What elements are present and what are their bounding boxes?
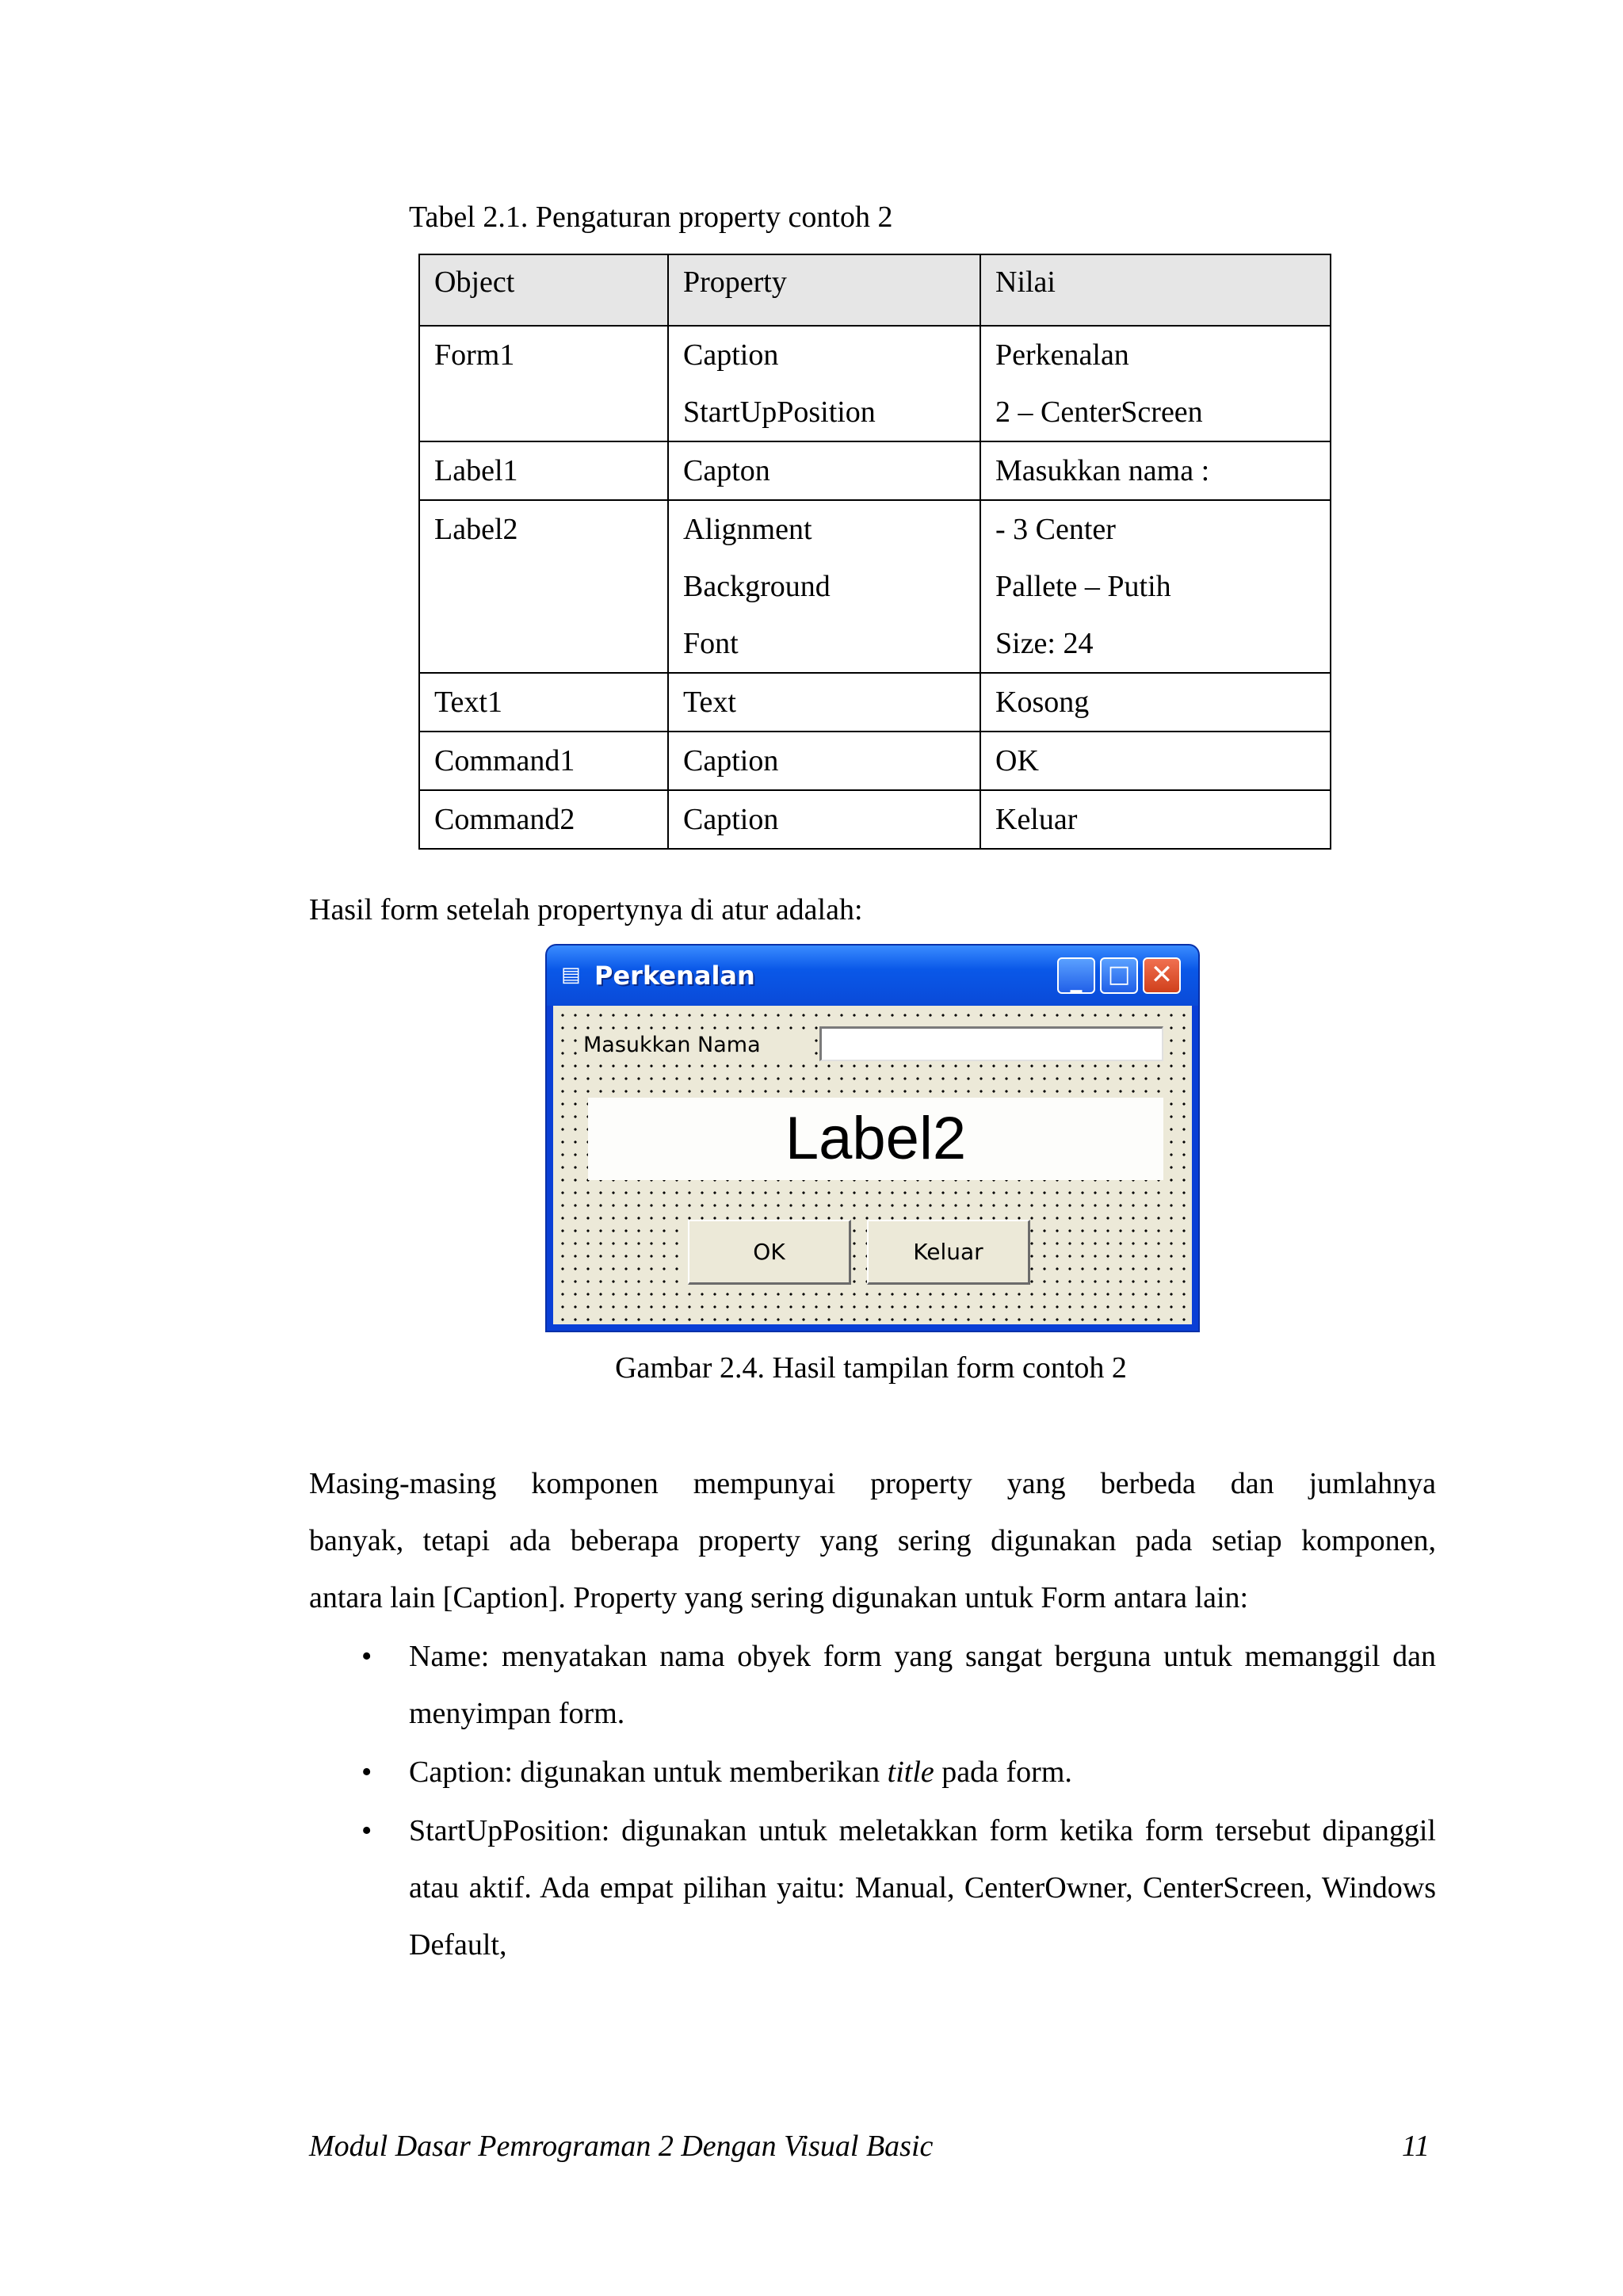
label2: Label2 — [588, 1098, 1163, 1180]
paragraph-line: antara lain [Caption]. Property yang sering digunakan untuk Form antara lain: — [309, 1581, 1249, 1614]
cell-value: Kosong — [980, 673, 1331, 732]
minimize-button[interactable]: _ — [1057, 957, 1095, 994]
property-bullet-list — [309, 1628, 1436, 1975]
property-item: Font — [683, 627, 739, 660]
cell-object: Form1 — [419, 326, 668, 441]
cell-object: Command1 — [419, 732, 668, 790]
table-row — [419, 732, 1331, 790]
cell-object: Label2 — [419, 500, 668, 673]
cell-object: Command2 — [419, 790, 668, 849]
value-item: - 3 Center — [995, 513, 1116, 546]
bullet-text-end: pada form. — [934, 1755, 1072, 1789]
cell-property: Caption — [668, 732, 980, 790]
ok-button[interactable]: OK — [688, 1220, 851, 1285]
bullet-text: Name: menyatakan nama obyek form yang sangat berguna untuk memanggil dan menyimpan form. — [409, 1640, 1436, 1730]
value-item: Perkenalan — [995, 338, 1129, 372]
form-app-icon: ▤ — [561, 963, 581, 986]
table-caption: Tabel 2.1. Pengaturan property contoh 2 — [409, 201, 893, 234]
table-row — [419, 500, 1331, 673]
header-nilai: Nilai — [980, 254, 1331, 326]
bullet-italic-term: title — [887, 1755, 934, 1789]
header-property: Property — [668, 254, 980, 326]
footer-title: Modul Dasar Pemrograman 2 Dengan Visual Basic — [309, 2130, 934, 2163]
cell-value: Keluar — [980, 790, 1331, 849]
table-row — [419, 673, 1331, 732]
value-item: Size: 24 — [995, 627, 1094, 660]
cell-object: Text1 — [419, 673, 668, 732]
figure-caption-wrap — [0, 1347, 1623, 1389]
list-item — [309, 1802, 1436, 1973]
header-object: Object — [419, 254, 668, 326]
title-bar[interactable] — [547, 946, 1198, 1006]
text1-input[interactable] — [819, 1026, 1163, 1061]
bullet-text-start: Caption: digunakan untuk memberikan — [409, 1755, 888, 1789]
table-header-row — [419, 254, 1331, 326]
property-item: Background — [683, 570, 831, 603]
property-item: StartUpPosition — [683, 395, 876, 429]
cell-property — [668, 500, 980, 673]
page-footer — [309, 2126, 1430, 2167]
cell-value — [980, 326, 1331, 441]
table-row — [419, 441, 1331, 500]
cell-value — [980, 500, 1331, 673]
keluar-button[interactable]: Keluar — [867, 1220, 1030, 1285]
bullet-text: StartUpPosition: digunakan untuk meletakkan form ketika form tersebut dipanggil atau aktif. Ada empat pilihan yaitu: Manual, CenterOwner, CenterScreen, Windows Default, — [409, 1814, 1436, 1962]
property-table — [418, 254, 1331, 850]
value-item: 2 – CenterScreen — [995, 395, 1203, 429]
cell-object: Label1 — [419, 441, 668, 500]
body-paragraph — [309, 1455, 1436, 1626]
list-item — [309, 1744, 1436, 1801]
cell-value: Masukkan nama : — [980, 441, 1331, 500]
list-item — [309, 1628, 1436, 1742]
form-client-area — [553, 1006, 1192, 1324]
property-item: Alignment — [683, 513, 812, 546]
bullet-icon: • — [361, 1814, 372, 1847]
paragraph-line: Masing-masing komponen mempunyai property yang berbeda dan jumlahnya — [309, 1467, 1436, 1500]
bullet-icon: • — [361, 1640, 372, 1673]
table-row — [419, 790, 1331, 849]
figure-caption: Gambar 2.4. Hasil tampilan form contoh 2 — [615, 1351, 1127, 1385]
intro-text: Hasil form setelah propertynya di atur adalah: — [309, 893, 863, 926]
property-item: Caption — [683, 338, 779, 372]
close-button[interactable]: ✕ — [1143, 957, 1181, 994]
paragraph-line: banyak, tetapi ada beberapa property yang sering digunakan pada setiap komponen, — [309, 1524, 1436, 1557]
table-row — [419, 326, 1331, 441]
window-title: Perkenalan — [594, 961, 755, 991]
value-item: Pallete – Putih — [995, 570, 1171, 603]
page-number: 11 — [1401, 2130, 1430, 2163]
label1: Masukkan Nama — [580, 1030, 805, 1061]
cell-value: OK — [980, 732, 1331, 790]
maximize-button[interactable]: □ — [1100, 957, 1138, 994]
bullet-icon: • — [361, 1755, 372, 1789]
cell-property: Text — [668, 673, 980, 732]
cell-property: Caption — [668, 790, 980, 849]
cell-property: Capton — [668, 441, 980, 500]
cell-property — [668, 326, 980, 441]
form-window — [545, 944, 1200, 1332]
